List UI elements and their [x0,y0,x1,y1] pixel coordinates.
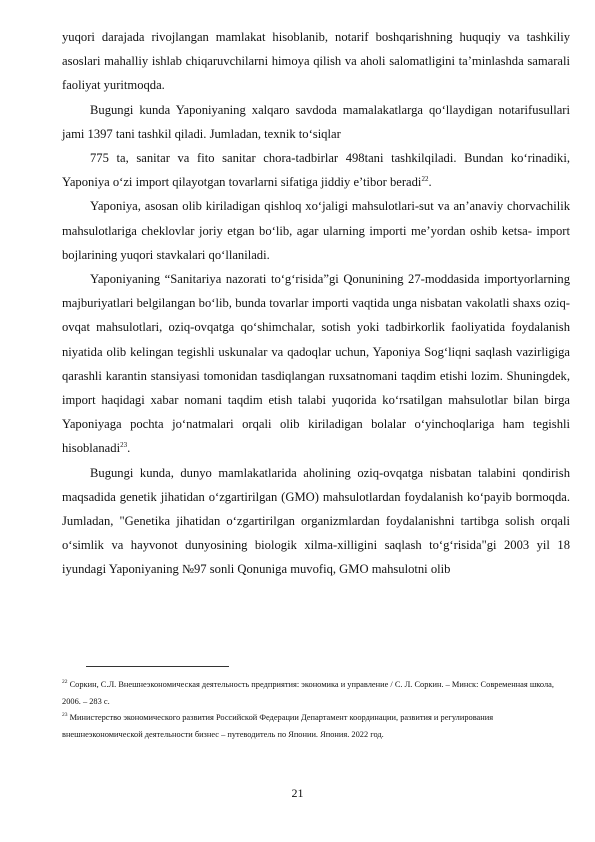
page-number: 21 [291,786,304,800]
paragraph-text: yuqori darajada rivojlangan mamlakat hisoblanib, notarif boshqarishning huquqiy va tashkiliy asoslari mahalliy ishlab chiqaruvchilarni himoya qilish va aholi salomatligini ta’minlashda samarali faoliyat yuritmoqda. [62,30,570,93]
paragraph-text: 775 ta, sanitar va fito sanitar chora-tadbirlar 498tani tashkilqiladi. Bundan ko‘rinadiki, Yaponiya o‘zi import qilayotgan tovarlarni sifatiga jiddiy e’tibor beradi [62,151,570,190]
footnote [62,710,572,743]
footnote-mark: 23 [62,712,68,719]
paragraph-text: Yaponiya, asosan olib kiriladigan qishloq xo‘jaligi mahsulotlari-sut va an’anaviy chorvachilik mahsulotlariga cheklovlar joriy etgan bo‘lib, agar ularning importi me’yordan oshib ketsa- import bojlarining yuqori stavkalari qo‘llaniladi. [62,199,570,262]
paragraph-text: Bugungi kunda, dunyo mamlakatlarida aholining oziq-ovqatga nisbatan talabini qondirish maqsadida genetik jihatidan o‘zgartirilgan (GMO) mahsulotlardan foydalanish ko‘payib bormoqda. Jumladan, "Genetika jihatidan o‘zgartirilgan organizmlardan foydalanishni tartibga solish orqali o‘simlik va hayvonot dunyosining biologik xilma-xilligini saqlash to‘g‘risida"gi 2003 yil 18 iyundagi Yaponiyaning №97 sonli Qonuniga muvofiq, GMO mahsulotni olib [62,465,570,577]
paragraph [62,461,570,582]
paragraph-text: Yaponiyaning “Sanitariya nazorati to‘g‘risida”gi Qonunining 27-moddasida importyorlarning majburiyatlari belgilangan bo‘lib, bunda tovarlar importi vaqtida unga nisbatan vakolatli shaxs oziq-ovqat mahsulotlari, oziq-ovqatga qo‘shimchalar, sotish yoki tadbirkorlik faoliyatida foydalanish niyatida olib kelingan tegishli uskunalar va qadoqlar uchun, Yaponiya Sog‘liqni saqlash vazirligiga qarashli karantin stansiyasi tomonidan tasdiqlangan ruxsatnomani taqdim etishi lozim. Shuningdek, import haqidagi xabar nomani taqdim etish talabi yuqorida ko‘rsatilgan mahsulotlar bilan birga Yaponiyaga pochta jo‘natmalari orqali olib kiriladigan bolalar o‘yinchoqlariga ham tegishli hisoblanadi [62,272,570,456]
paragraph [62,194,570,267]
paragraph: Yaponiyaning “Sanitariya nazorati to‘g‘risida”gi Qonunining 27-moddasida importyorlarning majburiyatlari belgilangan bo‘lib, bunda tovarlar importi vaqtida unga nisbatan vakolatli shaxs oziq-ovqat mahsulotlari, oziq-ovqatga qo‘shimchalar, sotish yoki tadbirkorlik faoliyatida foydalanish niyatida olib kelingan tegishli uskunalar va qadoqlar uchun, Yaponiya Sog‘liqni saqlash vazirligiga qarashli karantin stansiyasi tomonidan tasdiqlangan ruxsatnomani taqdim etishi lozim. Shuningdek, import haqidagi xabar nomani taqdim etish talabi yuqorida ko‘rsatilgan mahsulotlar bilan birga Yaponiyaga pochta jo‘natmalari orqali olib kiriladigan bolalar o‘yinchoqlariga ham tegishli hisoblanadi$^{23}$. [62,272,570,456]
body-text [62,25,570,582]
paragraph-text: Bugungi kunda Yaponiyaning xalqaro savdoda mamalakatlarga qo‘llaydigan notarifusullari jami 1397 tani tashkil qiladi. Jumladan, texnik to‘siqlar [62,102,570,141]
paragraph [62,25,570,98]
footnotes [62,677,572,743]
footnote-reference[interactable]: 22 [421,175,429,184]
paragraph [62,98,570,146]
footnote-mark: 22 [62,679,68,686]
footnote-text: Соркин, С.Л. Внешнеэкономическая деятельность предприятия: экономика и управление / С. Л. Соркин. – Минск: Современная школа, 2006. – 283 с. [62,680,554,706]
paragraph: 775 ta, sanitar va fito sanitar chora-tadbirlar 498tani tashkilqiladi. Bundan ko‘rinadiki, Yaponiya o‘zi import qilayotgan tovarlarni sifatiga jiddiy e’tibor beradi$^{22}$. [62,151,570,190]
footnote-separator [86,666,229,667]
footnote-reference[interactable]: 23 [120,441,128,450]
footnote-text: Министерство экономического развития Российской Федерации Департамент координации, развития и регулирования внешнеэкономической деятельности бизнес – путеводитель по Японии. Япония. 2022 год. [62,713,494,739]
footnote [62,677,572,710]
